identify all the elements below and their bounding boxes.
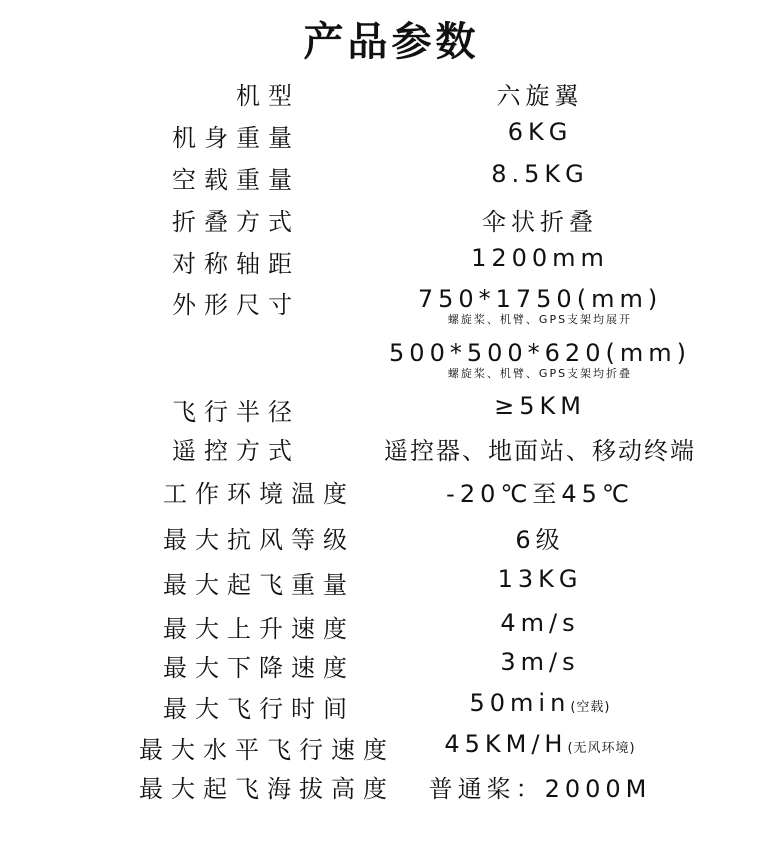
spec-row-max-takeoff-weight <box>0 565 783 599</box>
spec-value <box>300 730 780 758</box>
spec-row-descent-speed <box>0 648 783 682</box>
spec-row-body-weight <box>0 118 783 152</box>
spec-value: 普通桨：2000M <box>428 775 652 803</box>
spec-value-main: 50min <box>469 689 571 717</box>
spec-row-folding <box>0 202 783 236</box>
spec-value-note: 螺旋桨、机臂、GPS支架均展开 <box>447 313 633 326</box>
spec-row-empty-weight <box>0 160 783 194</box>
spec-label: 最大飞行时间 <box>163 695 355 723</box>
spec-row-horizontal-speed <box>0 730 783 764</box>
spec-value-main: 500*500*620(mm) <box>389 339 691 367</box>
spec-label: 最大抗风等级 <box>163 526 355 554</box>
spec-value: -20℃至45℃ <box>446 480 634 508</box>
spec-value: 13KG <box>497 565 583 593</box>
spec-row-ascent-speed <box>0 609 783 643</box>
spec-value: 3m/s <box>500 648 580 676</box>
spec-label: 最大上升速度 <box>163 615 355 643</box>
spec-label: 飞行半径 <box>172 398 300 426</box>
spec-value: 1200mm <box>471 244 609 272</box>
spec-row-max-altitude <box>0 769 783 803</box>
spec-label: 最大水平飞行速度 <box>139 736 395 764</box>
spec-label: 外形尺寸 <box>172 291 300 319</box>
spec-value-note: 螺旋桨、机臂、GPS支架均折叠 <box>447 367 633 380</box>
spec-row-model <box>0 76 783 110</box>
spec-label: 对称轴距 <box>172 250 300 278</box>
spec-label: 最大起飞重量 <box>163 571 355 599</box>
spec-row-wheelbase <box>0 244 783 278</box>
spec-label: 最大下降速度 <box>163 654 355 682</box>
spec-value-note: (无风环境) <box>567 741 636 756</box>
spec-row-temperature <box>0 474 783 508</box>
spec-value: 6KG <box>507 118 573 146</box>
spec-value-note: (空载) <box>570 700 611 715</box>
spec-value: 8.5KG <box>491 160 589 188</box>
spec-label: 最大起飞海拔高度 <box>139 775 395 803</box>
spec-value <box>300 285 780 327</box>
spec-label: 折叠方式 <box>172 208 300 236</box>
spec-value <box>300 339 780 381</box>
page-title: 产品参数 <box>303 18 480 65</box>
spec-label: 工作环境温度 <box>163 480 355 508</box>
spec-value <box>300 689 780 717</box>
spec-row-wind-level <box>0 520 783 554</box>
spec-row-dimensions <box>0 285 783 335</box>
spec-row-flight-radius <box>0 392 783 426</box>
spec-value: 4m/s <box>500 609 580 637</box>
spec-value-main: 45KM/H <box>444 730 568 758</box>
spec-label: 机身重量 <box>172 124 300 152</box>
spec-label: 遥控方式 <box>172 437 300 465</box>
spec-value: 伞状折叠 <box>482 208 598 236</box>
spec-value: 六旋翼 <box>496 82 584 110</box>
spec-label: 机型 <box>236 82 300 110</box>
spec-value: ≥5KM <box>494 392 586 420</box>
spec-value: 遥控器、地面站、移动终端 <box>384 437 696 465</box>
spec-value-main: 750*1750(mm) <box>417 285 663 313</box>
spec-row-dimensions-folded <box>0 339 783 389</box>
spec-label: 空载重量 <box>172 166 300 194</box>
spec-value: 6级 <box>515 526 565 554</box>
spec-row-control-mode <box>0 431 783 465</box>
spec-row-flight-time <box>0 689 783 723</box>
